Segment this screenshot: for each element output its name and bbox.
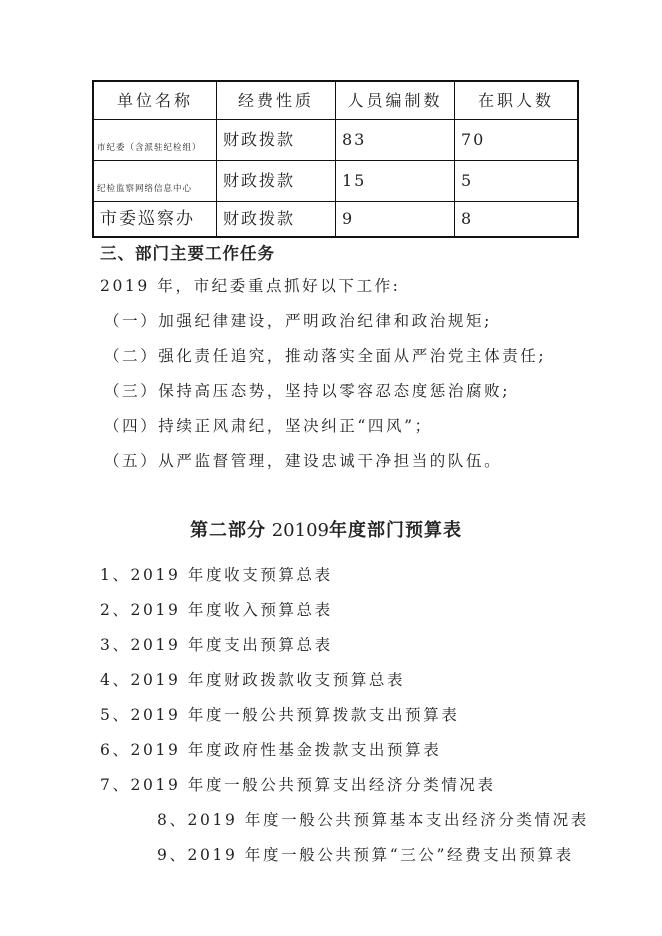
table-cell: 市纪委（含派驻纪检组） [93,120,217,161]
table-header: 经费性质 [217,81,336,120]
budget-list-item: 6、2019 年度政府性基金拨款支出预算表 [100,741,442,759]
budget-list-item: 8、2019 年度一般公共预算基本支出经济分类情况表 [157,811,589,829]
table-header: 在职人数 [455,81,579,120]
table-row [93,161,578,202]
part-title-year: 20109 [271,520,329,541]
part-title-a: 第二部分 [190,520,266,541]
table-cell: 8 [455,202,579,238]
task-item: （二）强化责任追究，推动落实全面从严治党主体责任; [104,347,547,365]
budget-list-item: 5、2019 年度一般公共预算拨款支出预算表 [100,706,460,724]
task-item: （三）保持高压态势，坚持以零容忍态度惩治腐败; [104,382,511,400]
table-cell: 5 [455,161,579,202]
budget-list-item: 7、2019 年度一般公共预算支出经济分类情况表 [100,776,496,794]
table-cell: 市委巡察办 [93,202,217,238]
part-title-b: 年度部门预算表 [329,520,462,541]
budget-list-item: 4、2019 年度财政拨款收支预算总表 [100,671,406,689]
table-header: 人员编制数 [336,81,455,120]
table-cell: 15 [336,161,455,202]
section-heading: 三、部门主要工作任务 [100,244,275,263]
budget-list-item: 2、2019 年度收入预算总表 [100,601,333,619]
budget-list-item: 3、2019 年度支出预算总表 [100,636,333,654]
task-item: （五）从严监督管理，建设忠诚干净担当的队伍。 [104,452,503,470]
part-title [190,519,662,543]
table-cell: 财政拨款 [217,161,336,202]
task-item: （一）加强纪律建设，严明政治纪律和政治规矩; [104,312,492,330]
table-cell: 财政拨款 [217,120,336,161]
table-row [93,202,578,238]
table-header-row [93,81,578,120]
table-header: 单位名称 [93,81,217,120]
table-cell: 83 [336,120,455,161]
table-cell: 财政拨款 [217,202,336,238]
intro-text: 2019 年，市纪委重点抓好以下工作: [100,277,401,295]
table-cell: 9 [336,202,455,238]
budget-list-item: 1、2019 年度收支预算总表 [100,566,333,584]
budget-list-item: 9、2019 年度一般公共预算“三公”经费支出预算表 [157,846,574,864]
table-cell: 纪检监察网络信息中心 [93,161,217,202]
staffing-table [92,80,579,238]
table-row [93,120,578,161]
task-item: （四）持续正风肃纪，坚决纠正“四风”； [104,417,433,435]
table-cell: 70 [455,120,579,161]
